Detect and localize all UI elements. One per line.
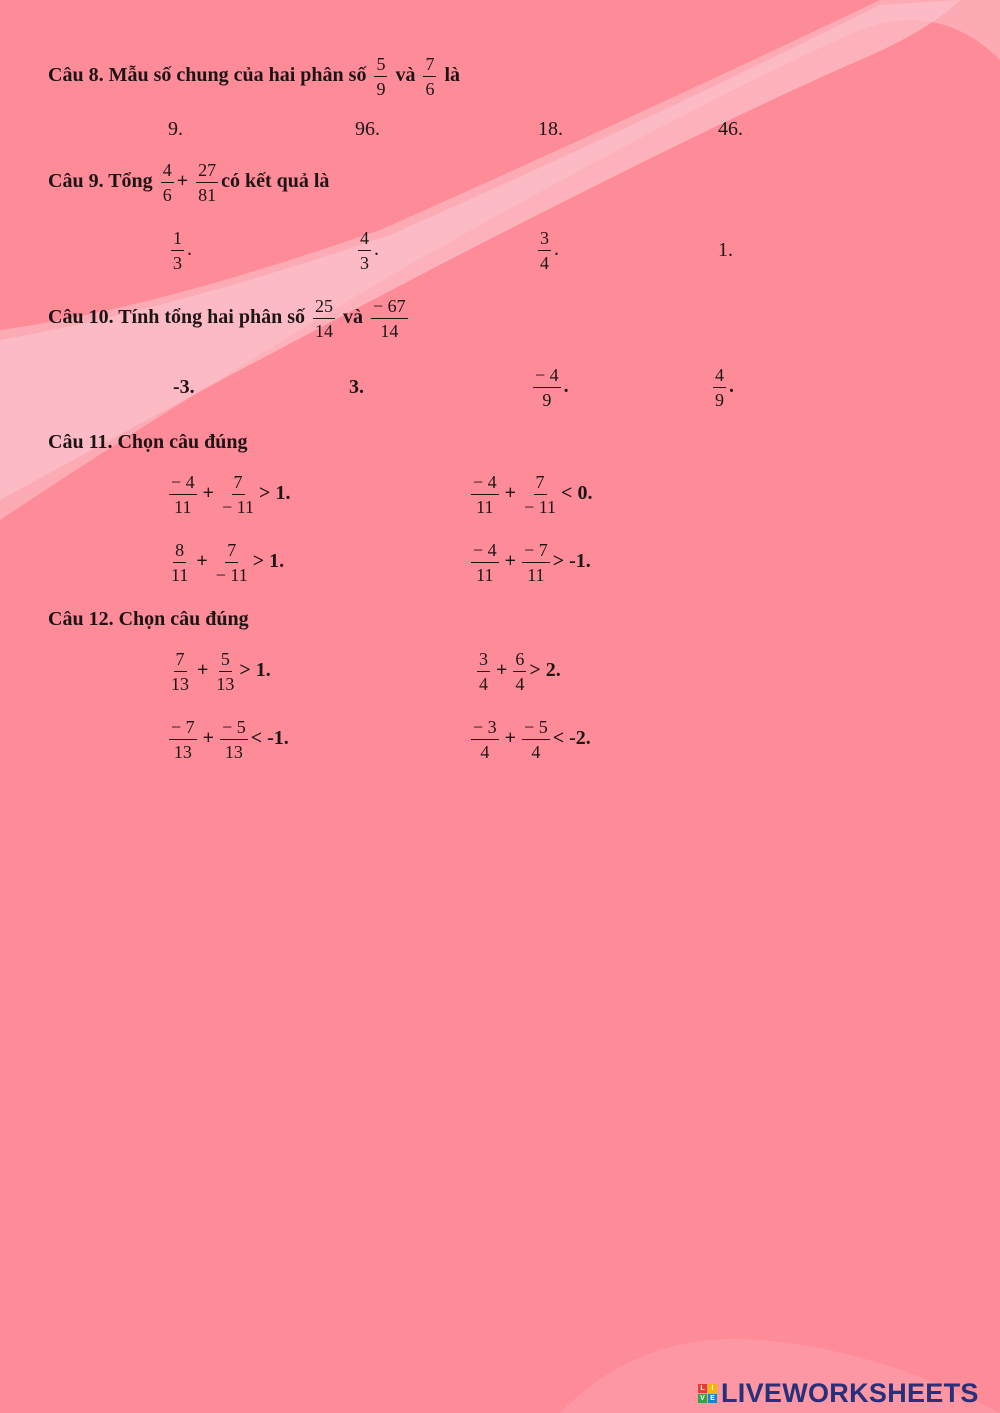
fraction: $\frac{7}{- 11}$ — [222, 472, 255, 517]
question-11 — [48, 430, 248, 454]
fraction: $\frac{3}{4}$ — [479, 649, 488, 694]
fraction: $\frac{4}{9}$ — [715, 365, 724, 410]
fraction: $\frac{4}{6}$ — [162, 160, 172, 205]
fraction: $\frac{1}{3}$ — [173, 228, 182, 273]
fraction: $\frac{- 67}{14}$ — [372, 296, 406, 341]
q9-option-a[interactable]: $\frac{1}{3}$ . — [173, 228, 192, 273]
question-label: Câu 8. — [48, 64, 104, 87]
fraction: $\frac{4}{3}$ — [360, 228, 369, 273]
q10-option-c[interactable]: $\frac{- 4}{9}$ . — [535, 365, 569, 410]
q8-option-b[interactable]: 96. — [355, 118, 380, 140]
question-text: Chọn câu đúng — [118, 608, 249, 630]
conjunction: và — [395, 64, 416, 87]
fraction: $\frac{7}{13}$ — [171, 649, 189, 694]
fraction: $\frac{- 3}{4}$ — [473, 717, 497, 762]
fraction: $\frac{- 7}{11}$ — [524, 540, 548, 585]
conjunction: và — [342, 306, 363, 329]
fraction: $\frac{7}{6}$ — [425, 54, 435, 99]
q9-option-c[interactable]: $\frac{3}{4}$ . — [540, 228, 559, 273]
q12-option-c[interactable]: $\frac{- 7}{13}$ + $\frac{- 5}{13}$ < -1. — [171, 717, 289, 762]
plus-sign: + — [176, 170, 189, 193]
q10-option-d[interactable]: $\frac{4}{9}$ . — [715, 365, 734, 410]
question-label: Câu 10. — [48, 306, 114, 329]
logo-text: LIVEWORKSHEETS — [721, 1377, 979, 1408]
fraction: $\frac{8}{11}$ — [171, 540, 189, 585]
question-text: Tính tổng hai phân số — [118, 306, 305, 329]
question-end: có kết quả là — [221, 170, 330, 193]
fraction: $\frac{- 4}{11}$ — [171, 472, 195, 517]
liveworksheets-logo[interactable] — [698, 1378, 979, 1408]
q8-option-d[interactable]: 46. — [718, 118, 743, 140]
question-12 — [48, 607, 249, 631]
q11-option-b[interactable]: $\frac{- 4}{11}$ + $\frac{7}{- 11}$ < 0. — [473, 472, 593, 517]
q10-option-b[interactable]: 3. — [349, 376, 364, 398]
fraction: $\frac{- 4}{11}$ — [473, 472, 497, 517]
fraction: $\frac{27}{81}$ — [198, 160, 217, 205]
fraction: $\frac{5}{13}$ — [216, 649, 235, 694]
q10-option-a[interactable]: -3. — [173, 376, 195, 398]
question-label: Câu 11. — [48, 431, 113, 453]
fraction: $\frac{25}{14}$ — [314, 296, 333, 341]
fraction: $\frac{- 5}{13}$ — [222, 717, 246, 762]
question-label: Câu 9. — [48, 170, 104, 193]
q12-option-a[interactable]: $\frac{7}{13}$ + $\frac{5}{13}$ > 1. — [171, 649, 271, 694]
q11-option-a[interactable]: $\frac{- 4}{11}$ + $\frac{7}{- 11}$ > 1. — [171, 472, 291, 517]
question-label: Câu 12. — [48, 608, 114, 630]
fraction: $\frac{3}{4}$ — [540, 228, 549, 273]
fraction: $\frac{- 7}{13}$ — [171, 717, 195, 762]
q8-option-a[interactable]: 9. — [168, 118, 183, 140]
question-end: là — [444, 64, 461, 87]
question-9 — [48, 160, 329, 205]
liveworksheets-logo-icon: L I V E — [698, 1384, 717, 1403]
fraction: $\frac{- 4}{9}$ — [535, 365, 559, 410]
fraction: $\frac{6}{4}$ — [515, 649, 525, 694]
question-text: Chọn câu đúng — [117, 431, 248, 453]
fraction: $\frac{- 5}{4}$ — [524, 717, 548, 762]
q12-option-b[interactable]: $\frac{3}{4}$ + $\frac{6}{4}$ > 2. — [479, 649, 561, 694]
fraction: $\frac{- 4}{11}$ — [473, 540, 497, 585]
q9-option-d[interactable]: 1. — [718, 239, 733, 261]
q8-option-c[interactable]: 18. — [538, 118, 563, 140]
question-10 — [48, 296, 411, 341]
question-text: Mẫu số chung của hai phân số — [108, 64, 367, 87]
q11-option-d[interactable]: $\frac{- 4}{11}$ + $\frac{- 7}{11}$ > -1. — [473, 540, 591, 585]
q9-option-b[interactable]: $\frac{4}{3}$ . — [360, 228, 379, 273]
q11-option-c[interactable]: $\frac{8}{11}$ + $\frac{7}{- 11}$ > 1. — [171, 540, 285, 585]
q12-option-d[interactable]: $\frac{- 3}{4}$ + $\frac{- 5}{4}$ < -2. — [473, 717, 591, 762]
fraction: $\frac{5}{9}$ — [376, 54, 386, 99]
question-text: Tổng — [108, 170, 153, 193]
question-8 — [48, 54, 460, 99]
fraction: $\frac{7}{- 11}$ — [215, 540, 248, 585]
fraction: $\frac{7}{- 11}$ — [524, 472, 557, 517]
